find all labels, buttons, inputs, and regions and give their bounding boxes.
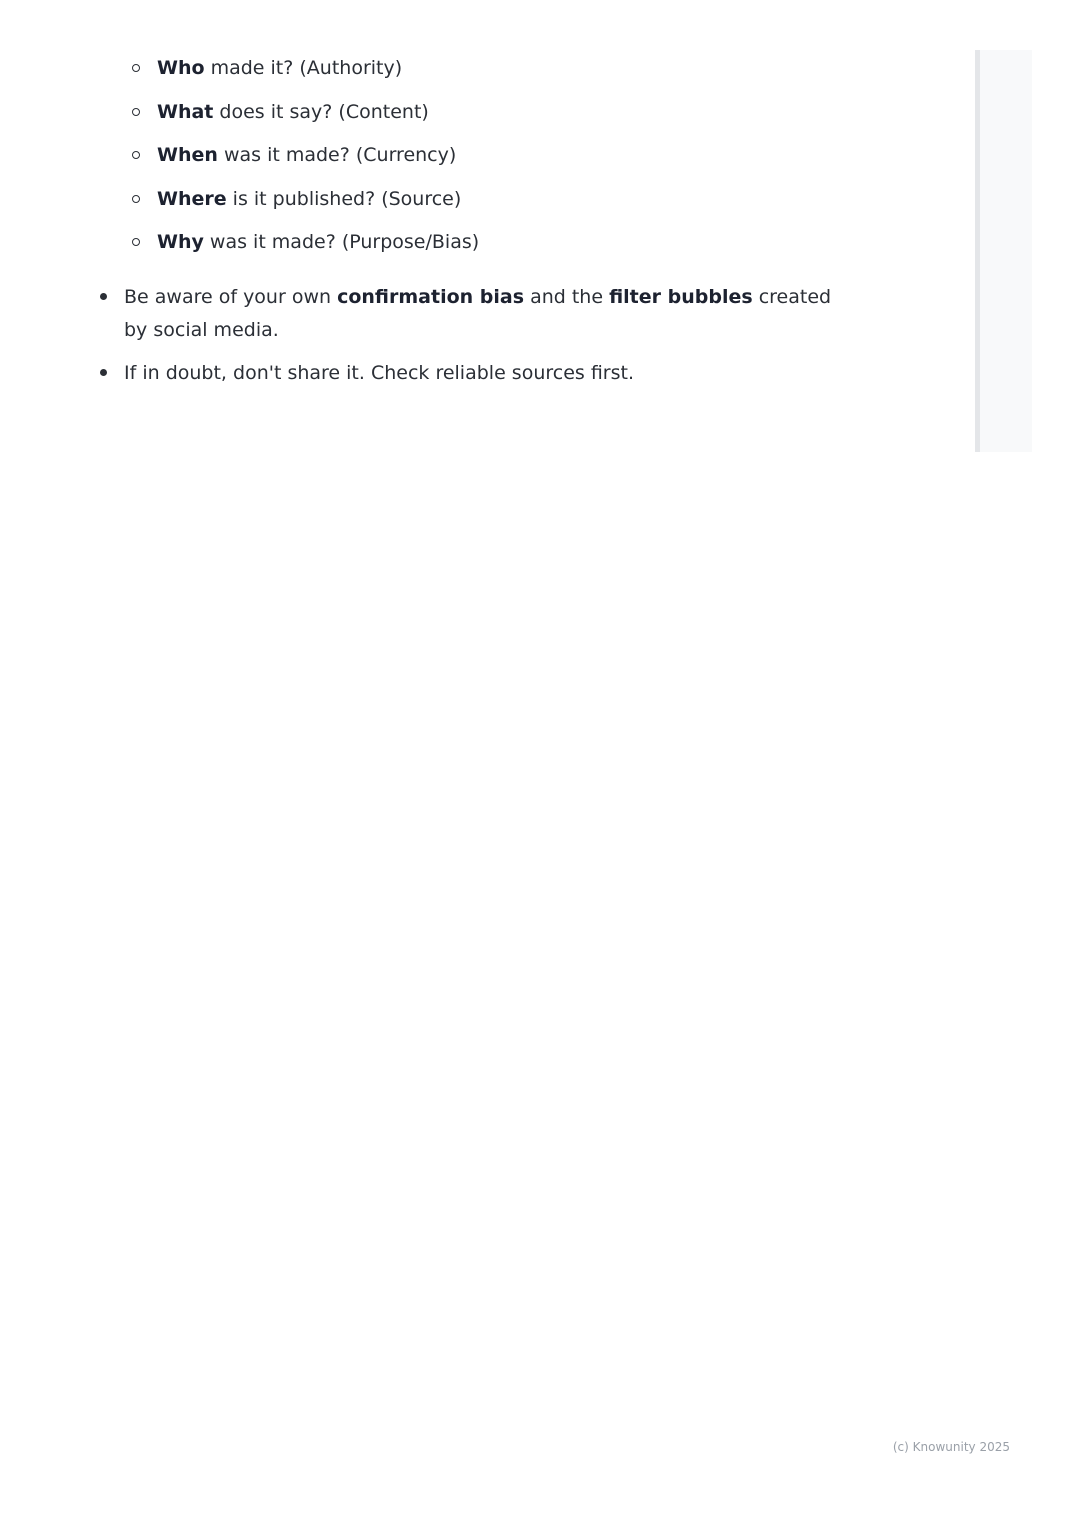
document-body	[0, 0, 900, 420]
sub-list-item-why	[130, 227, 479, 257]
hollow-bullet-icon	[132, 238, 140, 246]
hollow-bullet-icon	[132, 195, 140, 203]
main-list-item-doubt	[98, 357, 838, 390]
hollow-bullet-icon	[132, 151, 140, 159]
sub-item-text	[157, 188, 461, 210]
sub-list-item-when	[130, 140, 456, 170]
copyright-footer: (c) Knowunity 2025	[892, 1440, 1010, 1454]
sub-item-keyword: What	[157, 101, 214, 123]
hollow-bullet-icon	[132, 64, 140, 72]
sub-item-description: does it say? (Content)	[213, 101, 429, 123]
sub-item-keyword: Why	[157, 231, 204, 253]
text-segment: and the	[524, 286, 610, 308]
hollow-bullet-icon	[132, 108, 140, 116]
sub-list-item-who	[130, 53, 402, 83]
text-segment: created by social media.	[124, 286, 832, 341]
sub-item-text	[157, 101, 429, 123]
side-panel	[975, 50, 1032, 452]
bold-term-confirmation-bias: confirmation bias	[337, 286, 525, 308]
main-list-item-bias	[98, 281, 838, 347]
sub-item-text	[157, 144, 456, 166]
sub-item-keyword: Where	[157, 188, 227, 210]
main-item-text	[124, 281, 838, 347]
sub-item-keyword: Who	[157, 57, 205, 79]
sub-item-keyword: When	[157, 144, 218, 166]
sub-list-item-where	[130, 184, 461, 214]
text-segment: Be aware of your own	[124, 286, 338, 308]
main-item-text: If in doubt, don't share it. Check reliable sources first.	[124, 362, 635, 384]
sub-item-description: was it made? (Purpose/Bias)	[203, 231, 480, 253]
bold-term-filter-bubbles: filter bubbles	[609, 286, 753, 308]
filled-bullet-icon	[100, 293, 107, 300]
sub-item-description: was it made? (Currency)	[217, 144, 457, 166]
sub-item-description: is it published? (Source)	[226, 188, 462, 210]
sub-item-text	[157, 57, 402, 79]
sub-list-item-what	[130, 97, 429, 127]
filled-bullet-icon	[100, 369, 107, 376]
sub-item-text	[157, 231, 479, 253]
sub-item-description: made it? (Authority)	[204, 57, 403, 79]
